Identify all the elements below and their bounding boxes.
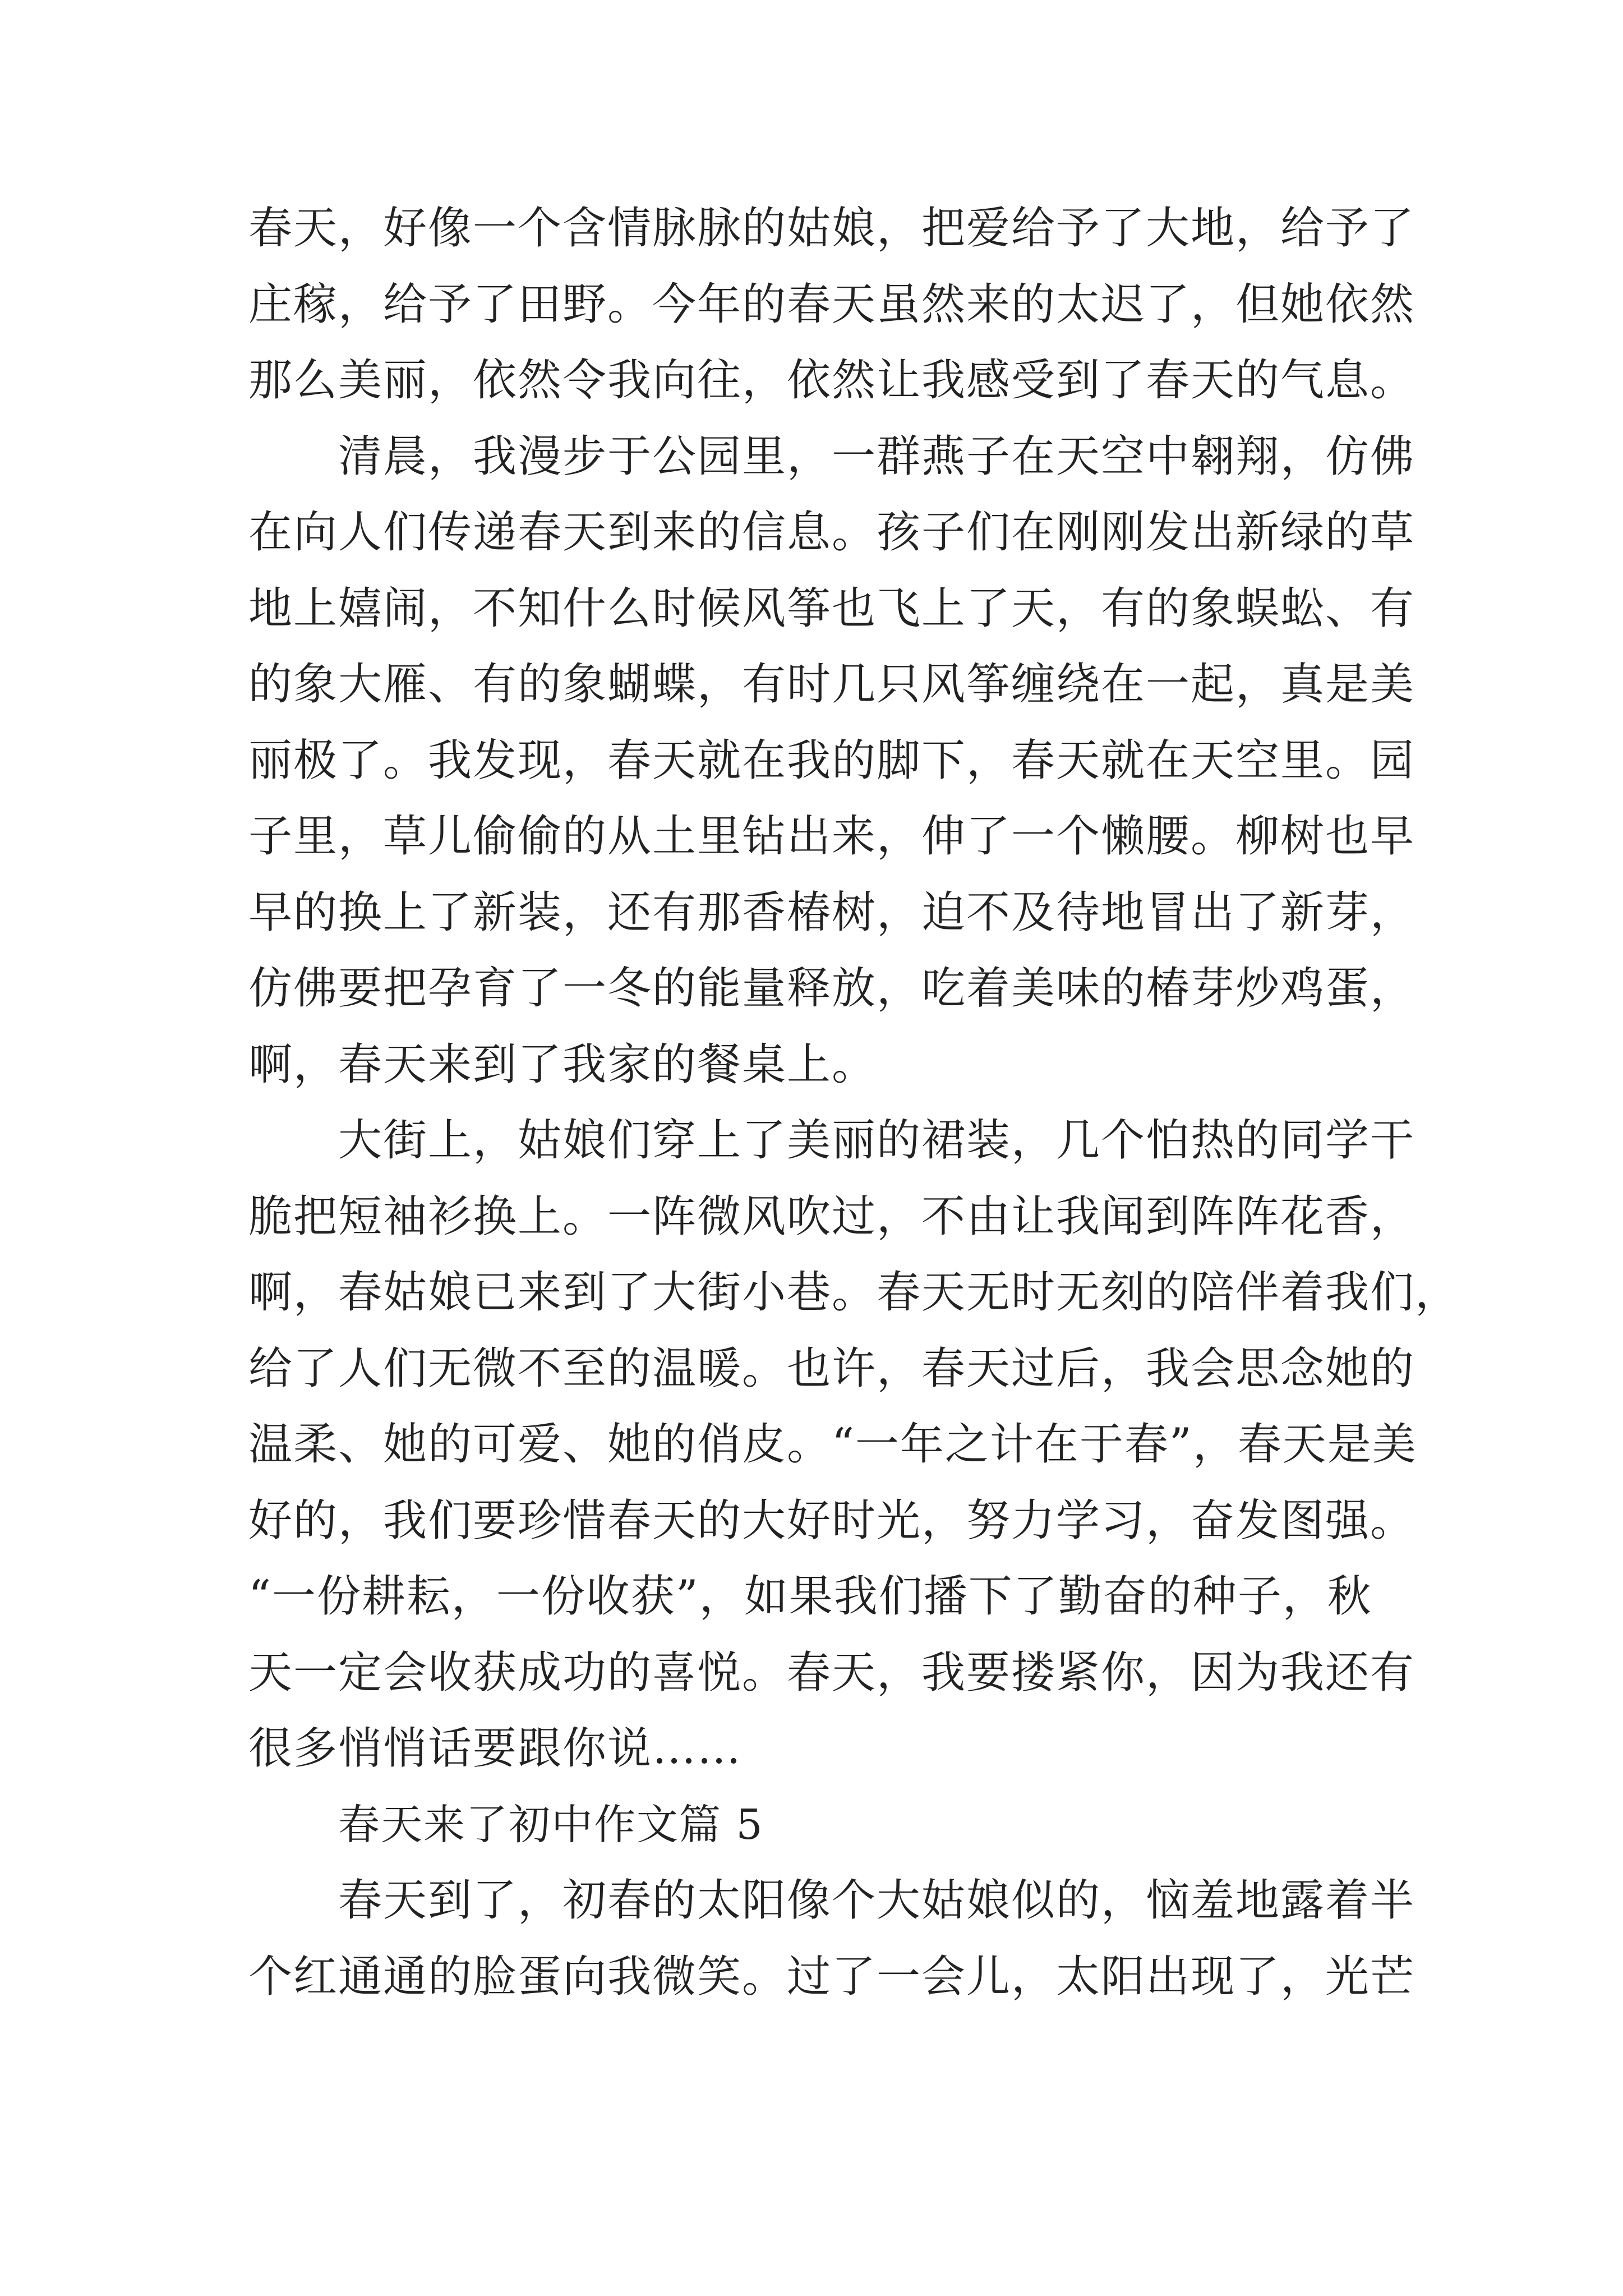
paragraph-first-line: 清晨，我漫步于公园里，一群燕子在天空中翱翔，仿佛 [338, 431, 1415, 482]
paragraph-line: 那么美丽，依然令我向往，依然让我感受到了春天的气息。 [248, 355, 1415, 406]
paragraph-line: “一份耕耘，一份收获”，如果我们播下了勤奋的种子，秋 [248, 1571, 1372, 1622]
paragraph-line: 给了人们无微不至的温暖。也许，春天过后，我会思念她的 [248, 1343, 1415, 1394]
section-heading: 春天来了初中作文篇 5 [338, 1800, 764, 1849]
paragraph-line: 温柔、她的可爱、她的俏皮。“一年之计在于春”，春天是美 [248, 1419, 1417, 1470]
paragraph-line: 的象大雁、有的象蝴蝶，有时几只风筝缠绕在一起，真是美 [248, 659, 1415, 710]
document-body [248, 191, 1460, 2015]
paragraph-line: 子里，草儿偷偷的从土里钻出来，伸了一个懒腰。柳树也早 [248, 811, 1415, 862]
paragraph-line: 很多悄悄话要跟你说…… [248, 1723, 743, 1774]
paragraph-line: 地上嬉闹，不知什么时候风筝也飞上了天，有的象蜈蚣、有 [248, 583, 1415, 634]
paragraph-line: 脆把短袖衫换上。一阵微风吹过，不由让我闻到阵阵花香， [248, 1191, 1415, 1242]
paragraph-line: 啊，春天来到了我家的餐桌上。 [248, 1039, 877, 1090]
paragraph-line: 好的，我们要珍惜春天的大好时光，努力学习，奋发图强。 [248, 1495, 1415, 1546]
paragraph-line: 庄稼，给予了田野。今年的春天虽然来的太迟了，但她依然 [248, 279, 1415, 330]
paragraph-line: 个红通通的脸蛋向我微笑。过了一会儿，太阳出现了，光芒 [248, 1951, 1415, 2002]
paragraph-line: 春天，好像一个含情脉脉的姑娘，把爱给予了大地，给予了 [248, 203, 1415, 254]
paragraph-line: 仿佛要把孕育了一冬的能量释放，吃着美味的椿芽炒鸡蛋， [248, 963, 1415, 1014]
paragraph-line: 丽极了。我发现，春天就在我的脚下，春天就在天空里。园 [248, 735, 1415, 786]
paragraph-first-line: 大街上，姑娘们穿上了美丽的裙装，几个怕热的同学干 [338, 1115, 1415, 1166]
paragraph-line: 早的换上了新装，还有那香椿树，迫不及待地冒出了新芽， [248, 887, 1415, 938]
paragraph-line: 在向人们传递春天到来的信息。孩子们在刚刚发出新绿的草 [248, 507, 1415, 558]
paragraph-line: 啊，春姑娘已来到了大街小巷。春天无时无刻的陪伴着我们， [248, 1267, 1460, 1318]
paragraph-first-line: 春天到了，初春的太阳像个大姑娘似的，恼羞地露着半 [338, 1875, 1415, 1926]
paragraph-line: 天一定会收获成功的喜悦。春天，我要搂紧你，因为我还有 [248, 1647, 1415, 1698]
